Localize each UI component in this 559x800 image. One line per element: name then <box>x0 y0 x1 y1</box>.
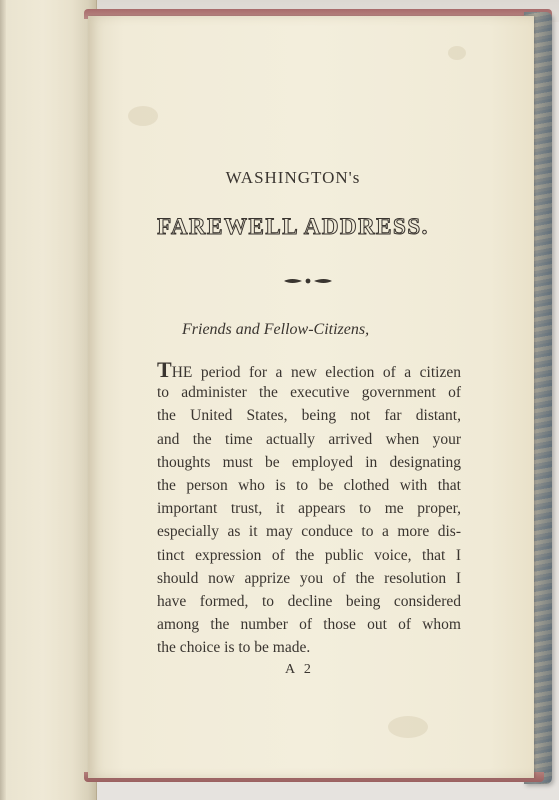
stain <box>388 716 428 738</box>
text-line: to administer the executive government of <box>157 384 461 402</box>
first-line-text: HE period for a new election of a citizen <box>171 364 461 381</box>
text-line: should now apprize you of the resolution I <box>157 569 461 587</box>
text-line <box>157 358 461 381</box>
body-paragraph <box>157 358 461 659</box>
salutation: Friends and Fellow-Citizens, <box>182 321 370 338</box>
title-small: WASHINGTON's <box>225 168 361 187</box>
text-line: and the time actually arrived when your <box>157 430 461 448</box>
page-edge <box>0 0 6 800</box>
drop-cap: T <box>157 357 172 382</box>
stain <box>128 106 158 126</box>
page-title: FAREWELL ADDRESS. <box>157 214 429 239</box>
ornament-divider-icon <box>282 276 334 286</box>
text-line: the person who is to be clothed with that <box>157 476 461 494</box>
stain <box>448 46 466 60</box>
text-line: among the number of those out of whom <box>157 616 461 634</box>
left-page <box>0 0 97 800</box>
text-line: thoughts must be employed in designating <box>157 453 461 471</box>
text-line: the United States, being not far distant, <box>157 407 461 425</box>
text-line: the choice is to be made. <box>157 639 311 657</box>
signature-mark: A 2 <box>285 662 314 677</box>
text-line: have formed, to decline being considered <box>157 592 461 610</box>
text-line: especially as it may conduce to a more dis- <box>157 523 461 541</box>
text-line: tinct expression of the public voice, that I <box>157 546 461 564</box>
text-line: important trust, it appears to me proper, <box>157 500 461 518</box>
